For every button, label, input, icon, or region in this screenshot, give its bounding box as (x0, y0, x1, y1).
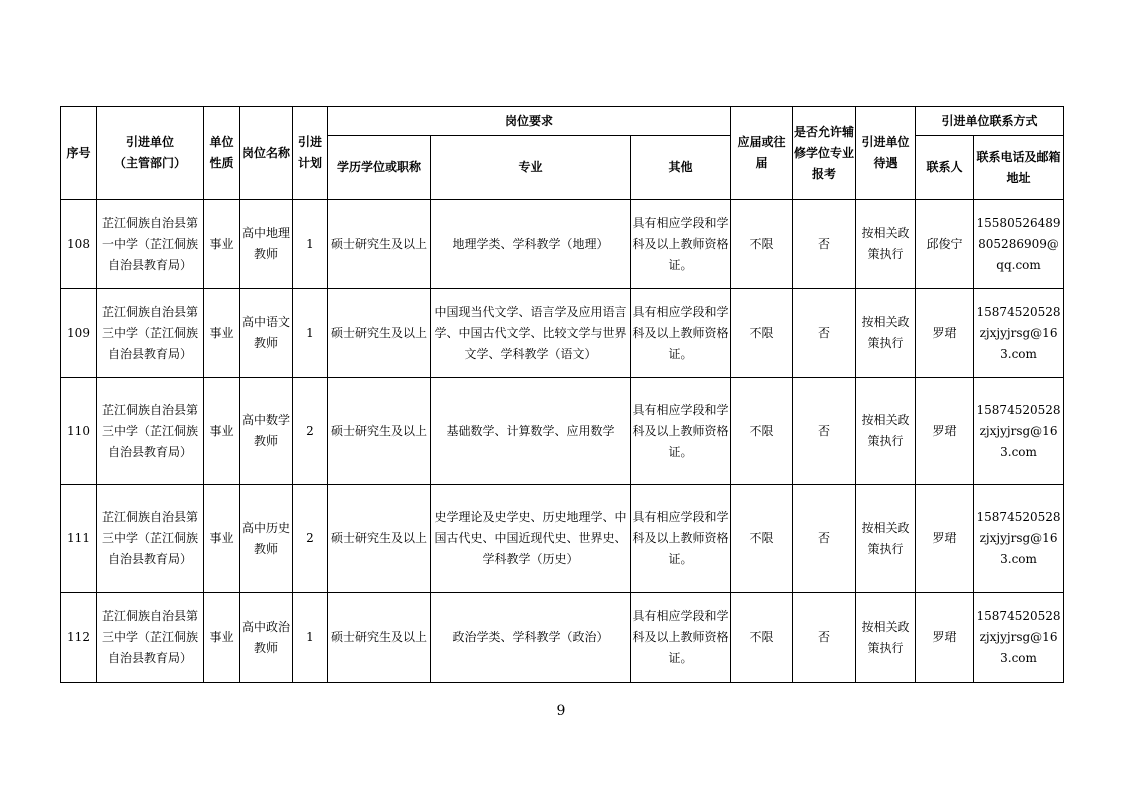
cell-plan: 2 (293, 485, 328, 593)
cell-major: 中国现当代文学、语言学及应用语言学、中国古代文学、比较文学与世界文学、学科教学（语文） (431, 289, 631, 378)
cell-treatment: 按相关政策执行 (856, 593, 916, 683)
cell-major: 史学理论及史学史、历史地理学、中国古代史、中国近现代史、世界史、学科教学（历史） (431, 485, 631, 593)
email: zjxjyjrsg@163.com (979, 630, 1058, 665)
cell-major: 地理学类、学科教学（地理） (431, 200, 631, 289)
cell-contact-info (974, 593, 1064, 683)
cell-treatment: 按相关政策执行 (856, 485, 916, 593)
cell-nature: 事业 (204, 289, 240, 378)
header-plan: 引进计划 (293, 107, 328, 200)
table-row (61, 200, 1064, 289)
cell-plan: 1 (293, 593, 328, 683)
header-unit: 引进单位 （主管部门） (97, 107, 204, 200)
cell-minor: 否 (793, 593, 856, 683)
email: 805286909@qq.com (978, 236, 1059, 272)
cell-treatment: 按相关政策执行 (856, 200, 916, 289)
cell-unit: 芷江侗族自治县第三中学（芷江侗族自治县教育局） (97, 593, 204, 683)
table-row (61, 593, 1064, 683)
cell-other: 具有相应学段和学科及以上教师资格证。 (631, 289, 731, 378)
cell-plan: 2 (293, 378, 328, 485)
cell-graduate: 不限 (731, 593, 793, 683)
header-nature: 单位性质 (204, 107, 240, 200)
cell-index: 110 (61, 378, 97, 485)
header-contact-person: 联系人 (916, 136, 974, 200)
cell-unit: 芷江侗族自治县第一中学（芷江侗族自治县教育局） (97, 200, 204, 289)
phone: 15874520528 (976, 609, 1061, 623)
cell-graduate: 不限 (731, 485, 793, 593)
phone: 15874520528 (976, 510, 1061, 524)
cell-contact-info (974, 378, 1064, 485)
cell-other: 具有相应学段和学科及以上教师资格证。 (631, 200, 731, 289)
cell-contact: 罗珺 (916, 289, 974, 378)
cell-position: 高中语文教师 (240, 289, 293, 378)
cell-position: 高中数学教师 (240, 378, 293, 485)
header-index: 序号 (61, 107, 97, 200)
cell-index: 112 (61, 593, 97, 683)
cell-treatment: 按相关政策执行 (856, 289, 916, 378)
table-row (61, 289, 1064, 378)
email: zjxjyjrsg@163.com (979, 325, 1058, 361)
cell-other: 具有相应学段和学科及以上教师资格证。 (631, 593, 731, 683)
cell-degree: 硕士研究生及以上 (328, 593, 431, 683)
header-degree: 学历学位或职称 (328, 136, 431, 200)
cell-unit: 芷江侗族自治县第三中学（芷江侗族自治县教育局） (97, 289, 204, 378)
cell-contact-info (974, 200, 1064, 289)
cell-contact: 邱俊宁 (916, 200, 974, 289)
cell-degree: 硕士研究生及以上 (328, 378, 431, 485)
cell-unit: 芷江侗族自治县第三中学（芷江侗族自治县教育局） (97, 485, 204, 593)
cell-position: 高中历史教师 (240, 485, 293, 593)
cell-major: 基础数学、计算数学、应用数学 (431, 378, 631, 485)
cell-contact-info (974, 289, 1064, 378)
cell-contact: 罗珺 (916, 378, 974, 485)
header-treatment: 引进单位待遇 (856, 107, 916, 200)
cell-graduate: 不限 (731, 289, 793, 378)
phone: 15874520528 (976, 402, 1061, 417)
header-contact-info: 联系电话及邮箱地址 (974, 136, 1064, 200)
cell-other: 具有相应学段和学科及以上教师资格证。 (631, 485, 731, 593)
cell-graduate: 不限 (731, 378, 793, 485)
header-graduate: 应届或往届 (731, 107, 793, 200)
cell-graduate: 不限 (731, 200, 793, 289)
cell-nature: 事业 (204, 378, 240, 485)
cell-contact: 罗珺 (916, 485, 974, 593)
email: zjxjyjrsg@163.com (979, 531, 1058, 566)
recruitment-table (60, 106, 1064, 683)
header-major: 专业 (431, 136, 631, 200)
cell-position: 高中政治教师 (240, 593, 293, 683)
cell-treatment: 按相关政策执行 (856, 378, 916, 485)
cell-minor: 否 (793, 200, 856, 289)
cell-minor: 否 (793, 378, 856, 485)
cell-index: 108 (61, 200, 97, 289)
cell-degree: 硕士研究生及以上 (328, 485, 431, 593)
cell-nature: 事业 (204, 485, 240, 593)
table-row (61, 378, 1064, 485)
cell-nature: 事业 (204, 200, 240, 289)
header-minor: 是否允许辅修学位专业报考 (793, 107, 856, 200)
header-requirements: 岗位要求 (328, 107, 731, 136)
cell-plan: 1 (293, 200, 328, 289)
cell-contact-info (974, 485, 1064, 593)
cell-degree: 硕士研究生及以上 (328, 200, 431, 289)
cell-index: 109 (61, 289, 97, 378)
cell-contact: 罗珺 (916, 593, 974, 683)
cell-index: 111 (61, 485, 97, 593)
cell-minor: 否 (793, 289, 856, 378)
phone: 15874520528 (976, 304, 1061, 319)
email: zjxjyjrsg@163.com (979, 423, 1058, 459)
cell-plan: 1 (293, 289, 328, 378)
cell-position: 高中地理教师 (240, 200, 293, 289)
cell-degree: 硕士研究生及以上 (328, 289, 431, 378)
header-contact-group: 引进单位联系方式 (916, 107, 1064, 136)
header-other: 其他 (631, 136, 731, 200)
cell-other: 具有相应学段和学科及以上教师资格证。 (631, 378, 731, 485)
table-row (61, 485, 1064, 593)
cell-unit: 芷江侗族自治县第三中学（芷江侗族自治县教育局） (97, 378, 204, 485)
page-number: 9 (556, 703, 566, 719)
cell-nature: 事业 (204, 593, 240, 683)
cell-minor: 否 (793, 485, 856, 593)
cell-major: 政治学类、学科教学（政治） (431, 593, 631, 683)
phone: 15580526489 (976, 215, 1061, 230)
header-position: 岗位名称 (240, 107, 293, 200)
